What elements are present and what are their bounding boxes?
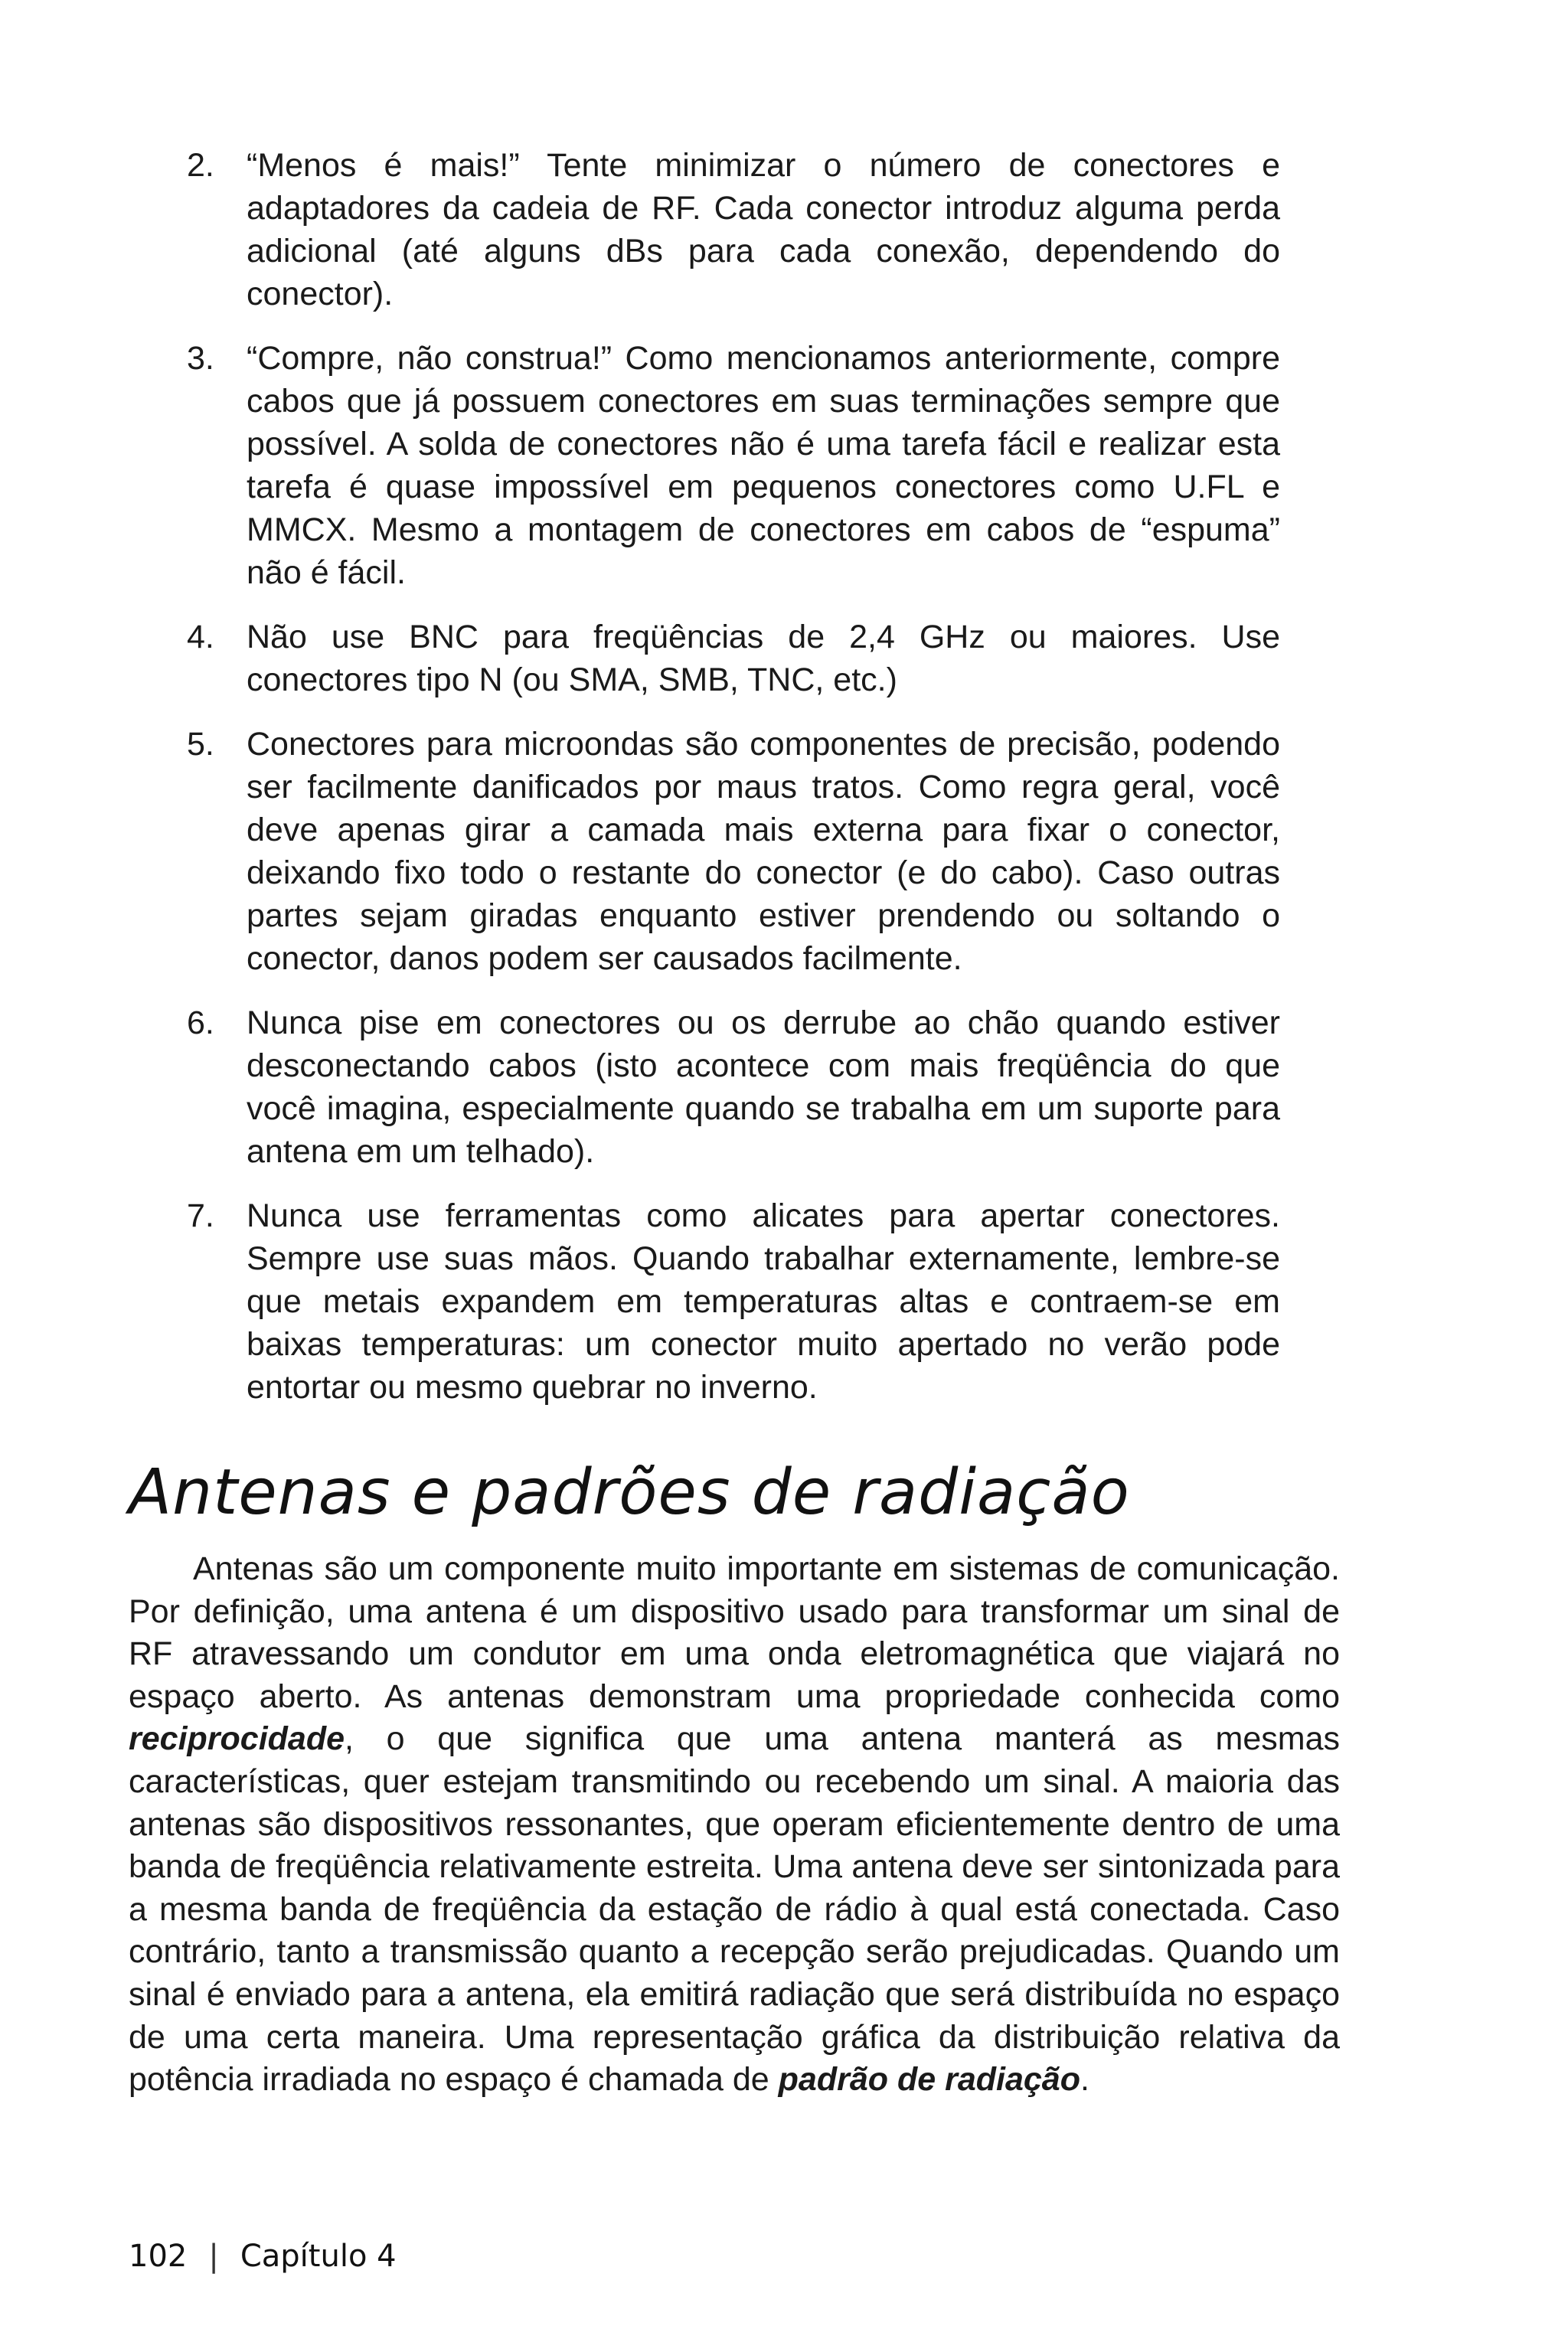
section-heading: Antenas e padrões de radiação	[129, 1456, 1130, 1529]
list-item	[181, 1001, 1280, 1173]
chapter-label: Capítulo 4	[240, 2239, 397, 2274]
list-item-text: “Menos é mais!” Tente minimizar o número de conectores e adaptadores da cadeia de RF. Cada conector introduz alguma perda adicional (até alguns dBs para cada conexão, dependendo do conector).	[247, 147, 1280, 312]
term-padrao-de-radiacao: padrão de radiação	[778, 2061, 1080, 2099]
list-item-number: 3.	[187, 340, 214, 377]
list-item	[181, 616, 1280, 701]
list-item	[181, 337, 1280, 594]
paragraph-text: .	[1080, 2061, 1089, 2099]
term-reciprocidade: reciprocidade	[129, 1720, 345, 1758]
list-item-text: Nunca pise em conectores ou os derrube ao chão quando estiver desconectando cabos (isto acontece com mais freqüência do que você imagina, especialmente quando se trabalha em um suporte para antena em um telhado).	[247, 1004, 1280, 1170]
list-item	[181, 1194, 1280, 1409]
list-item-number: 4.	[187, 619, 214, 655]
list-item-text: Não use BNC para freqüências de 2,4 GHz ou maiores. Use conectores tipo N (ou SMA, SMB, TNC, etc.)	[247, 619, 1280, 698]
page-footer	[129, 2237, 397, 2275]
list-item-number: 2.	[187, 147, 214, 184]
page-number: 102	[129, 2239, 188, 2274]
list-item	[181, 723, 1280, 980]
list-item-number: 5.	[187, 726, 214, 763]
numbered-list	[181, 144, 1280, 1430]
body-paragraph	[129, 1548, 1340, 2102]
list-item-text: Conectores para microondas são componentes de precisão, podendo ser facilmente danificados por maus tratos. Como regra geral, você deve apenas girar a camada mais externa para fixar o conector, deixando fixo todo o restante do conector (e do cabo). Caso outras partes sejam giradas enquanto estiver prendendo ou soltando o conector, danos podem ser causados facilmente.	[247, 726, 1280, 977]
paragraph-text: , o que significa que uma antena manterá as mesmas características, quer estejam transmitindo ou recebendo um sinal. A maioria das antenas são dispositivos ressonantes, que operam eficientemente dentro de uma banda de freqüência relativamente estreita. Uma antena deve ser sintonizada para a mesma banda de freqüência da estação de rádio à qual está conectada. Caso contrário, tanto a transmissão quanto a recepção serão prejudicadas. Quando um sinal é enviado para a antena, ela emitirá radiação que será distribuída no espaço de uma certa maneira. Uma representação gráfica da distribuição relativa da potência irradiada no espaço é chamada de	[129, 1720, 1340, 2099]
list-item-number: 7.	[187, 1197, 214, 1234]
footer-separator: |	[208, 2239, 219, 2274]
list-item-number: 6.	[187, 1004, 214, 1041]
list-item-text: Nunca use ferramentas como alicates para apertar conectores. Sempre use suas mãos. Quando trabalhar externamente, lembre-se que metais expandem em temperaturas altas e contraem-se em baixas temperaturas: um conector muito apertado no verão pode entortar ou mesmo quebrar no inverno.	[247, 1197, 1280, 1406]
paragraph-text: Antenas são um componente muito importante em sistemas de comunicação. Por definição, uma antena é um dispositivo usado para transformar um sinal de RF atravessando um condutor em uma onda eletromagnética que viajará no espaço aberto. As antenas demonstram uma propriedade conhecida como	[129, 1550, 1340, 1715]
list-item-text: “Compre, não construa!” Como mencionamos anteriormente, compre cabos que já possuem conectores em suas terminações sempre que possível. A solda de conectores não é uma tarefa fácil e realizar esta tarefa é quase impossível em pequenos conectores como U.FL e MMCX. Mesmo a montagem de conectores em cabos de “espuma” não é fácil.	[247, 340, 1280, 591]
list-item	[181, 144, 1280, 315]
